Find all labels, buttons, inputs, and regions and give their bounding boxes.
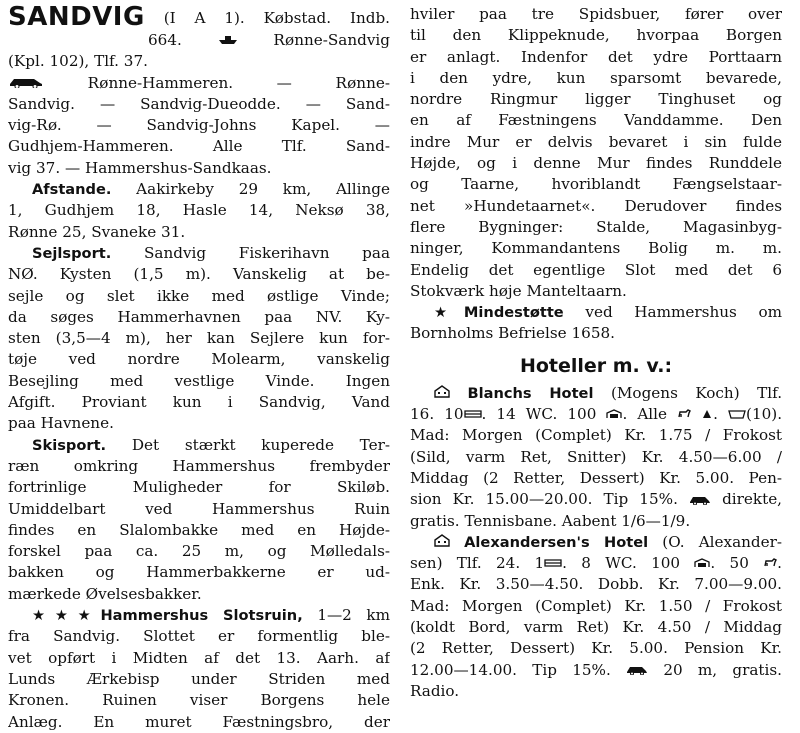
three-star-rating: ★★★: [32, 607, 101, 625]
bath-icon: [728, 404, 746, 425]
sport-icon: [701, 404, 713, 425]
hotel-icon: [434, 383, 450, 404]
bed-icon: [544, 553, 562, 574]
car-icon: [689, 490, 711, 511]
left-column: SANDVIG (I A 1). Købstad. Indb. 664. Rønne-Sandvig (Kpl. 102), Tlf. 37. Rønne-Hammeren. — Rønne- Sandvig. — Sandvig-Dueodde. — Sand- vig-Rø. — Sandvig-Johns Kapel. — Gudhjem-Hammeren. Alle Tlf. Sand- vig 37. — Hammershus-Sandkaas. Afstande. Aakirkeby 29 km, Allinge 1, Gudhjem 18, Hasle 14, Neksø 38, Rønne 25, Svaneke 31. Sejlsport. Sandvig Fiskerihavn paa NØ. Kysten (1,5 m). Vanskelig at be- sejle og slet ikke med østlige Vinde; da søges Hammerhavnen paa NV. Ky- sten (3,5—4 m), her kan Sejlere kun for- tøje ved nordre Molearm, vanskelig Besejling med vestlige Vinde. Ingen Afgift. Proviant kun i Sandvig, Vand paa Havnene. Skisport. Det stærkt kuperede Ter- ræn omkring Hammershus frembyder fortrinlige Muligheder for Skiløb. Umiddelbart ved Hammershus Ruin findes en Slalombakke med en Højde- forskel paa ca. 25 m, og Mølledals- bakken og Hammerbakkerne er ud- mærkede Øvelsesbakker. ★★★Hammershus Slotsruin, 1—2 km fra Sandvig. Slottet er formentlig ble- vet opført i Midten af det 13. Aarh. af Lunds Ærkebisp under Striden med Kronen. Ruinen viser Borgens hele Anlæg. En muret Fæstningsbro, der: [8, 4, 390, 731]
afstande-section: Afstande. Aakirkeby 29 km, Allinge: [32, 180, 390, 199]
blanchs-hotel-entry: Blanchs Hotel (Mogens Koch) Tlf.: [410, 383, 782, 404]
car-icon: [8, 73, 44, 94]
right-column: hviler paa tre Spidsbuer, fører over til den Klippeknude, hvorpaa Borgen er anlagt. Indenfor det ydre Porttaarn i den ydre, kun sparsomt bevarede, nordre Ringmur ligger Tinghuset og en af Fæstningens Vanddamme. Den indre Mur er delvis bevaret i sin fulde Højde, og i denne Mur findes Runddele og Taarne, hvoriblandt Fængselstaar- net »Hundetaarnet«. Derudover findes flere Bygninger: Stalde, Magasinbyg- ninger, Kommandantens Bolig m. m. Endelig det egentlige Slot med det 6 Stokværk høje Manteltaarn. ★Mindestøtte ved Hammershus om Bornholms Befrielse 1658. Hoteller m. v.: Blanchs Hotel (Mogens Koch) Tlf. 16. 10 . 14 WC. 100 . Alle . (10). Mad: Morgen (Complet) Kr. 1.75 / Frokost (Sild, varm Ret, Snitter) Kr. 4.50—6.00 / Middag (2 Retter, Dessert) Kr. 5.00. Pen- sion Kr. 15.00—20.00. Tip 15%. direkte, gratis. Tennisbane. Aabent 1/6—1/9. Alexandersen's Hotel (O. Alexander- sen) Tlf. 24. 1 . 8 WC. 100 . 50 . Enk. Kr. 3.50—4.50. Dobb. Kr. 7.00—9.00. Mad: Morgen (Complet) Kr. 1.50 / Frokost (koldt Bord, varm Ret) Kr. 4.50 / Middag (2 Retter, Dessert) Kr. 5.00. Pension Kr. 12.00—14.00. Tip 15%. 20 m, gratis. Radio.: [410, 5, 782, 700]
hotel-icon: [434, 532, 450, 553]
garage-icon: [694, 553, 710, 574]
skisport-section: Skisport. Det stærkt kuperede Ter-: [32, 435, 390, 454]
slotsruin-section: ★★★Hammershus Slotsruin, 1—2 km: [32, 606, 390, 625]
one-star-rating: ★: [434, 304, 464, 322]
entry-header-line: SANDVIG (I A 1). Købstad. Indb.: [8, 4, 390, 30]
dog-icon: [763, 553, 777, 574]
alexandersens-hotel-entry: Alexandersen's Hotel (O. Alexander-: [410, 532, 782, 553]
sejlsport-section: Sejlsport. Sandvig Fiskerihavn paa: [32, 243, 390, 262]
car-icon: [626, 660, 648, 681]
dog-icon: [677, 404, 691, 425]
garage-icon: [606, 404, 622, 425]
mindestotte-section: ★Mindestøtte ved Hammershus om: [434, 303, 782, 322]
bed-icon: [464, 404, 482, 425]
town-title: SANDVIG: [8, 4, 145, 30]
hotels-heading: Hoteller m. v.:: [519, 354, 673, 377]
ship-icon: [218, 30, 238, 51]
